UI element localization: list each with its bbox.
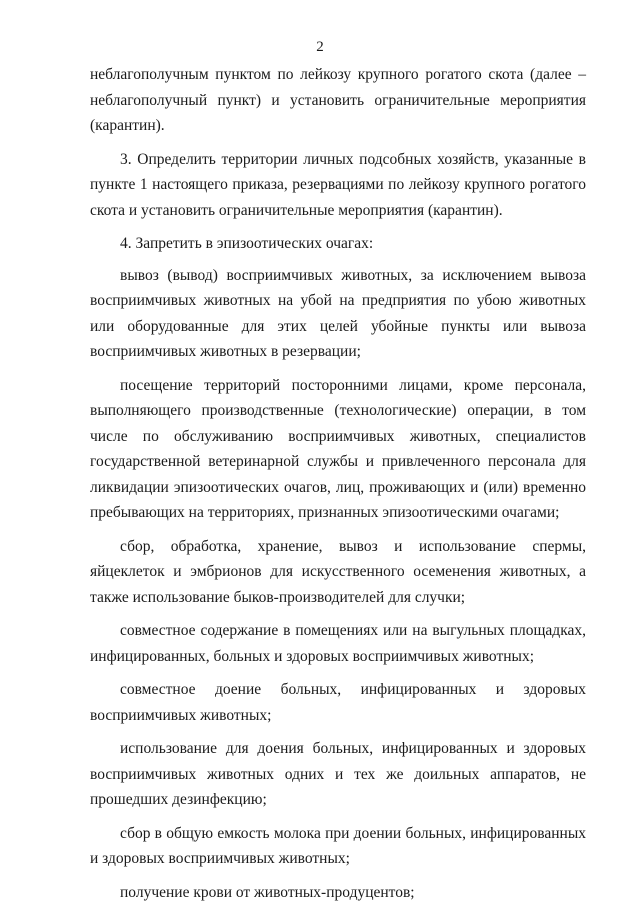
page-number: 2 — [316, 39, 324, 55]
paragraph-prohibition-milk-collection: сбор в общую емкость молока при доении больных, инфицированных и здоровых восприимчивых животных; — [90, 824, 586, 867]
paragraph-item-3: 3. Определить территории личных подсобных хозяйств, указанные в пункте 1 настоящего приказа, резервациями по лейкозу крупного рогатого скота и установить ограничительные мероприятия (карантин). — [90, 150, 586, 219]
paragraph-continuation: неблагополучным пунктом по лейкозу крупного рогатого скота (далее – неблагополучный пункт) и установить ограничительные мероприятия (карантин). — [90, 66, 586, 134]
paragraph-item-4: 4. Запретить в эпизоотических очагах: — [120, 235, 374, 252]
paragraph-prohibition-milking-machines: использование для доения больных, инфицированных и здоровых восприимчивых животных одних и тех же доильных аппаратов, не прошедших дезинфекцию; — [90, 740, 586, 808]
paragraph-prohibition-joint-keeping: совместное содержание в помещениях или на выгульных площадках, инфицированных, больных и здоровых восприимчивых животных; — [90, 622, 586, 665]
document-body — [90, 62, 586, 913]
paragraph-prohibition-blood: получение крови от животных-продуцентов; — [120, 883, 415, 901]
paragraph-prohibition-semen: сбор, обработка, хранение, вывоз и использование спермы, яйцеклеток и эмбрионов для искусственного осеменения животных, а также использование быков-производителей для случки; — [90, 537, 586, 606]
paragraph-prohibition-visits: посещение территорий посторонними лицами, кроме персонала, выполняющего производственные (технологические) операции, в том числе по обслуживанию восприимчивых животных, специалистов государственной ветеринарной службы и привлеченного персонала для ликвидации эпизоотических очагов, лиц, проживающих и (или) временно пребывающих на территориях, признанных эпизоотическими очагами; — [90, 376, 586, 521]
paragraph-prohibition-joint-milking: совместное доение больных, инфицированных и здоровых восприимчивых животных; — [90, 681, 586, 724]
paragraph-prohibition-removal: вывоз (вывод) восприимчивых животных, за исключением вывоза восприимчивых животных на убой на предприятия по убою животных или оборудованные для этих целей убойные пункты или вывоза восприимчивых животных в резервации; — [90, 266, 586, 360]
